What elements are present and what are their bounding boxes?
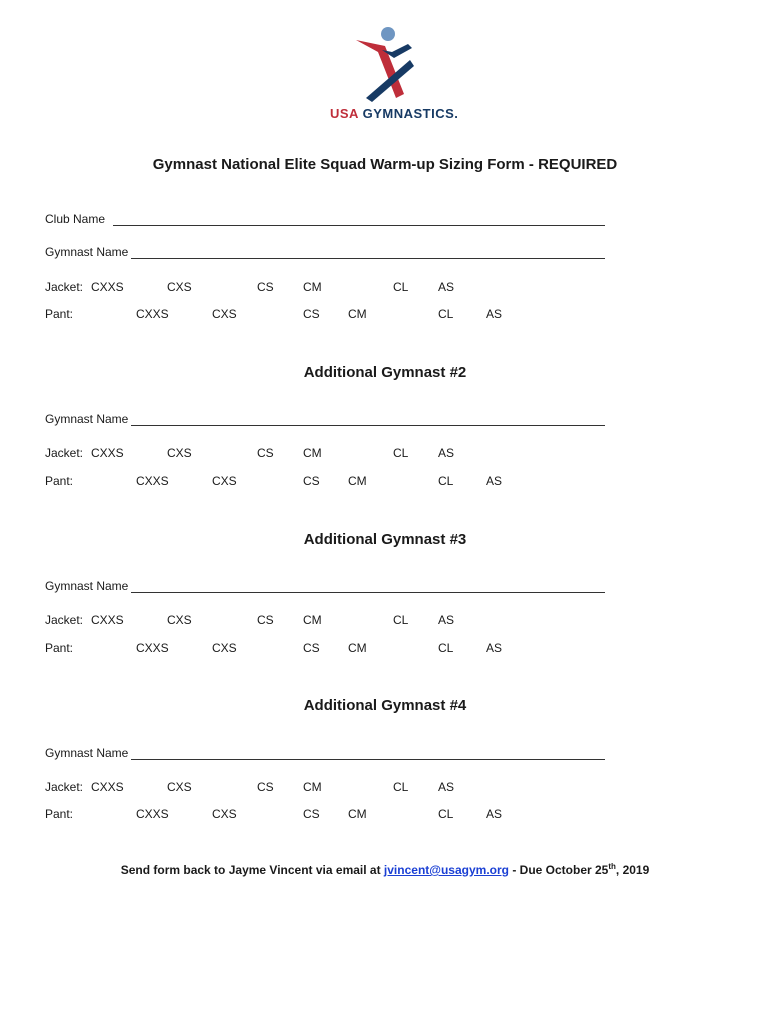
pant-option-cl[interactable]: CL [438, 641, 454, 655]
gymnast-name-field[interactable] [45, 579, 605, 593]
gymnast-name-label: Gymnast Name [45, 245, 129, 259]
gymnast-name-line[interactable] [131, 581, 605, 593]
pant-option-cxs[interactable]: CXS [212, 641, 237, 655]
jacket-option-cxxs[interactable]: CXXS [91, 280, 124, 294]
pant-size-row [0, 807, 770, 823]
jacket-option-as[interactable]: AS [438, 446, 455, 460]
pant-size-row [0, 307, 770, 323]
pant-option-cl[interactable]: CL [438, 474, 454, 488]
jacket-size-row [0, 780, 770, 796]
pant-label: Pant: [45, 807, 74, 821]
pant-option-cxxs[interactable]: CXXS [136, 641, 169, 655]
email-link[interactable]: jvincent@usagym.org [383, 863, 509, 877]
jacket-option-cxs[interactable]: CXS [167, 280, 192, 294]
pant-option-cxxs[interactable]: CXXS [136, 474, 169, 488]
section-heading-gymnast-2: Additional Gymnast #2 [303, 364, 467, 381]
jacket-option-cm[interactable]: CM [303, 780, 322, 794]
section-heading-gymnast-3: Additional Gymnast #3 [303, 531, 467, 548]
pant-option-cxs[interactable]: CXS [212, 807, 237, 821]
pant-size-row [0, 474, 770, 490]
submission-instructions [0, 862, 770, 877]
jacket-option-cxs[interactable]: CXS [167, 613, 192, 627]
logo-wordmark [330, 106, 459, 121]
gymnast-name-line[interactable] [131, 748, 605, 760]
jacket-option-cxxs[interactable]: CXXS [91, 613, 124, 627]
footer-due: - Due October 25 [508, 863, 609, 877]
pant-option-cs[interactable]: CS [303, 641, 320, 655]
gymnast-name-line[interactable] [131, 247, 605, 259]
pant-option-cxs[interactable]: CXS [212, 307, 237, 321]
jacket-option-cxxs[interactable]: CXXS [91, 780, 124, 794]
jacket-size-row [0, 613, 770, 629]
gymnast-name-line[interactable] [131, 414, 605, 426]
jacket-option-as[interactable]: AS [438, 780, 455, 794]
pant-label: Pant: [45, 641, 74, 655]
club-name-field[interactable] [45, 212, 605, 226]
gymnast-name-field[interactable] [45, 245, 605, 259]
pant-option-cxs[interactable]: CXS [212, 474, 237, 488]
pant-option-as[interactable]: AS [486, 641, 503, 655]
jacket-option-cm[interactable]: CM [303, 613, 322, 627]
footer-ordinal: th [608, 862, 616, 871]
jacket-option-as[interactable]: AS [438, 280, 455, 294]
pant-option-cs[interactable]: CS [303, 474, 320, 488]
jacket-option-cxxs[interactable]: CXXS [91, 446, 124, 460]
jacket-option-cl[interactable]: CL [393, 780, 409, 794]
jacket-size-row [0, 446, 770, 462]
jacket-option-cl[interactable]: CL [393, 613, 409, 627]
jacket-label: Jacket: [45, 446, 84, 460]
pant-option-as[interactable]: AS [486, 307, 503, 321]
logo-usa: USA [330, 106, 359, 121]
club-name-label: Club Name [45, 212, 106, 226]
jacket-option-cs[interactable]: CS [257, 280, 274, 294]
pant-option-as[interactable]: AS [486, 474, 503, 488]
jacket-option-cl[interactable]: CL [393, 446, 409, 460]
pant-option-as[interactable]: AS [486, 807, 503, 821]
club-name-line[interactable] [113, 214, 605, 226]
footer-year: , 2019 [615, 863, 650, 877]
gymnast-name-field[interactable] [45, 746, 605, 760]
jacket-label: Jacket: [45, 280, 84, 294]
gymnast-name-label: Gymnast Name [45, 412, 129, 426]
pant-option-cm[interactable]: CM [348, 641, 367, 655]
pant-option-cl[interactable]: CL [438, 307, 454, 321]
jacket-option-cs[interactable]: CS [257, 780, 274, 794]
jacket-option-cl[interactable]: CL [393, 280, 409, 294]
pant-label: Pant: [45, 474, 74, 488]
footer-prefix: Send form back to Jayme Vincent via email at [120, 863, 384, 877]
jacket-option-cs[interactable]: CS [257, 613, 274, 627]
pant-option-cxxs[interactable]: CXXS [136, 807, 169, 821]
jacket-label: Jacket: [45, 780, 84, 794]
jacket-option-cxs[interactable]: CXS [167, 446, 192, 460]
jacket-size-row [0, 280, 770, 296]
section-heading-gymnast-4: Additional Gymnast #4 [303, 697, 467, 714]
pant-option-cs[interactable]: CS [303, 807, 320, 821]
form-title: Gymnast National Elite Squad Warm-up Sizing Form - REQUIRED [152, 156, 618, 173]
pant-size-row [0, 641, 770, 657]
pant-option-cs[interactable]: CS [303, 307, 320, 321]
jacket-option-as[interactable]: AS [438, 613, 455, 627]
logo-gymnastics: GYMNASTICS. [362, 106, 459, 121]
gymnast-name-label: Gymnast Name [45, 746, 129, 760]
gymnast-name-label: Gymnast Name [45, 579, 129, 593]
pant-option-cm[interactable]: CM [348, 307, 367, 321]
pant-option-cm[interactable]: CM [348, 474, 367, 488]
jacket-option-cxs[interactable]: CXS [167, 780, 192, 794]
pant-option-cl[interactable]: CL [438, 807, 454, 821]
jacket-option-cm[interactable]: CM [303, 446, 322, 460]
usa-gymnastics-logo [330, 22, 459, 122]
jacket-label: Jacket: [45, 613, 84, 627]
gymnast-figure-icon [352, 22, 418, 108]
jacket-option-cm[interactable]: CM [303, 280, 322, 294]
jacket-option-cs[interactable]: CS [257, 446, 274, 460]
pant-label: Pant: [45, 307, 74, 321]
pant-option-cm[interactable]: CM [348, 807, 367, 821]
pant-option-cxxs[interactable]: CXXS [136, 307, 169, 321]
gymnast-name-field[interactable] [45, 412, 605, 426]
